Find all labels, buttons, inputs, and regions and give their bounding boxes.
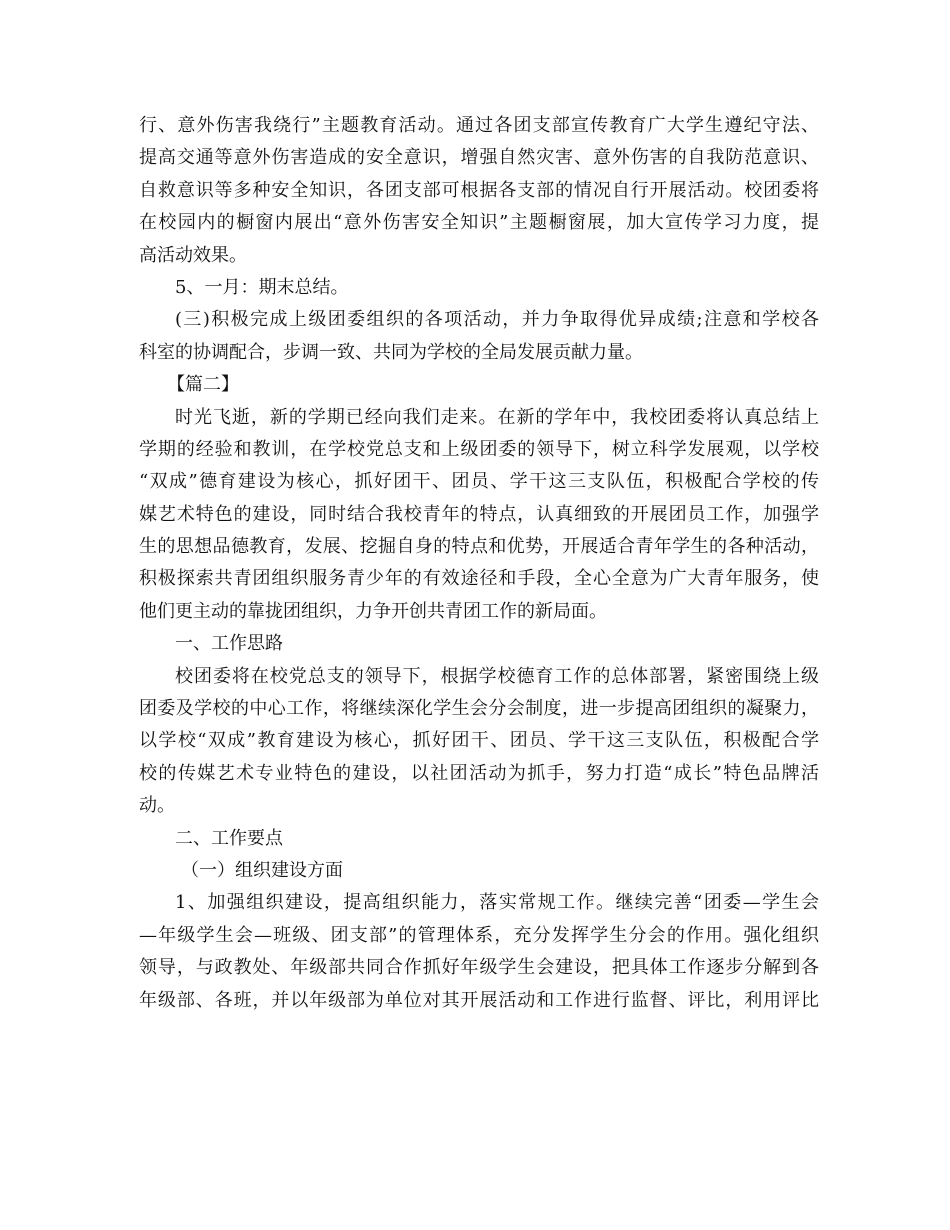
text-line: 动。 — [139, 795, 175, 817]
text-line: 校团委将在校党总支的领导下，根据学校德育工作的总体部署，紧密围绕上级 — [175, 665, 819, 687]
text-line: 媒艺术特色的建设，同时结合我校青年的特点，认真细致的开展团员工作，加强学 — [139, 503, 819, 525]
text-line: 科室的协调配合，步调一致、共同为学校的全局发展贡献力量。 — [139, 341, 643, 363]
text-line: 行、意外伤害我绕行”主题教育活动。通过各团支部宣传教育广大学生遵纪守法、 — [139, 115, 819, 136]
text-line: 积极探索共青团组织服务青少年的有效途径和手段，全心全意为广大青年服务，使 — [139, 568, 819, 590]
text-line: 自救意识等多种安全知识，各团支部可根据各支部的情况自行开展活动。校团委将 — [139, 179, 819, 201]
text-line: —年级学生会—班级、团支部”的管理体系，充分发挥学生分会的作用。强化组织 — [139, 924, 819, 946]
text-line: 团委及学校的中心工作，将继续深化学生会分会制度，进一步提高团组织的凝聚力， — [139, 698, 819, 720]
section-heading: 二、工作要点 — [175, 827, 283, 849]
text-line: 在校园内的橱窗内展出“意外伤害安全知识”主题橱窗展，加大宣传学习力度，提 — [139, 212, 819, 234]
text-line: 时光飞逝，新的学期已经向我们走来。在新的学年中，我校团委将认真总结上 — [175, 406, 819, 428]
text-line: “双成”德育建设为核心，抓好团干、团员、学干这三支队伍，积极配合学校的传 — [139, 471, 819, 493]
text-line: 1、加强组织建设，提高组织能力，落实常规工作。继续完善“团委—学生会 — [175, 892, 819, 914]
text-line: 学期的经验和教训，在学校党总支和上级团委的领导下，树立科学发展观，以学校 — [139, 438, 819, 460]
text-line: 以学校“双成”教育建设为核心，抓好团干、团员、学干这三支队伍，积极配合学 — [139, 730, 819, 752]
text-line: 领导，与政教处、年级部共同合作抓好年级学生会建设，把具体工作逐步分解到各 — [139, 957, 819, 979]
text-line: 生的思想品德教育，发展、挖掘自身的特点和优势，开展适合青年学生的各种活动， — [139, 536, 819, 558]
text-line: 高活动效果。 — [139, 244, 247, 266]
text-line: 年级部、各班，并以年级部为单位对其开展活动和工作进行监督、评比，利用评比 — [139, 989, 819, 1011]
text-line: 他们更主动的靠拢团组织，力争开创共青团工作的新局面。 — [139, 600, 607, 622]
text-line: 提高交通等意外伤害造成的安全意识，增强自然灾害、意外伤害的自我防范意识、 — [139, 147, 819, 169]
subsection-heading: （一）组织建设方面 — [181, 859, 343, 881]
document-body — [139, 110, 819, 1017]
text-line: 5、一月：期末总结。 — [175, 276, 349, 298]
section-heading: 【篇二】 — [167, 374, 239, 396]
text-line: 校的传媒艺术专业特色的建设，以社团活动为抓手，努力打造“成长”特色品牌活 — [139, 762, 819, 784]
section-heading: 一、工作思路 — [175, 633, 283, 655]
text-line: (三)积极完成上级团委组织的各项活动，并力争取得优异成绩;注意和学校各 — [175, 309, 819, 331]
